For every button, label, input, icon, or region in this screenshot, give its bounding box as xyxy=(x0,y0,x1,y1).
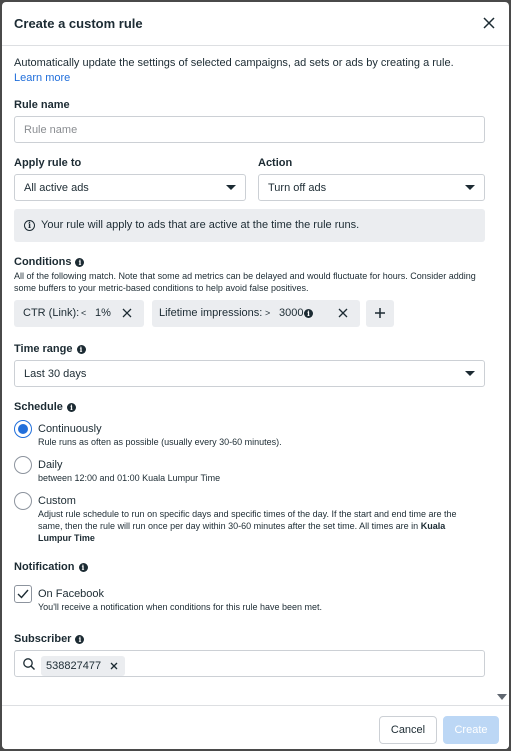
apply-rule-select[interactable] xyxy=(14,174,246,201)
intro-text xyxy=(14,56,480,86)
radio-daily[interactable] xyxy=(14,456,32,474)
rule-name-input[interactable] xyxy=(14,116,485,143)
info-icon[interactable]: i xyxy=(75,635,84,644)
search-icon xyxy=(22,657,36,671)
time-range-label-text: Time range xyxy=(14,343,73,355)
option-title-daily: Daily xyxy=(38,459,63,471)
close-icon[interactable] xyxy=(120,305,134,321)
option-desc-custom-text: Adjust rule schedule to run on specific days and specific times of the day. If the start and end time are the same, then the rule will run once per day within 30-60 minutes after the set time. All times are in xyxy=(38,509,457,531)
condition-chip-ctr[interactable] xyxy=(14,300,144,327)
dialog-body xyxy=(2,47,509,705)
rule-name-placeholder: Rule name xyxy=(24,124,78,136)
conditions-label xyxy=(14,256,84,268)
create-button[interactable]: Create xyxy=(443,716,499,744)
subscriber-token xyxy=(41,656,125,676)
chevron-down-icon xyxy=(465,371,475,376)
close-icon[interactable] xyxy=(109,661,119,671)
condition-value: 3000 xyxy=(279,307,304,319)
plus-icon xyxy=(374,307,386,319)
notification-label-text: Notification xyxy=(14,561,75,573)
info-icon[interactable]: i xyxy=(304,309,313,318)
time-range-label xyxy=(14,343,86,355)
info-notice xyxy=(14,209,485,242)
apply-rule-value: All active ads xyxy=(24,182,89,194)
subscriber-label xyxy=(14,633,84,645)
condition-chip-impressions[interactable] xyxy=(152,300,360,327)
subscriber-input[interactable] xyxy=(14,650,485,677)
time-range-value: Last 30 days xyxy=(24,368,87,380)
schedule-label xyxy=(14,401,76,413)
notification-checkbox[interactable] xyxy=(14,585,32,603)
apply-rule-label: Apply rule to xyxy=(14,157,82,169)
action-label: Action xyxy=(258,157,293,169)
radio-custom[interactable] xyxy=(14,492,32,510)
condition-metric: CTR (Link): xyxy=(23,307,80,319)
condition-metric: Lifetime impressions: xyxy=(159,307,263,319)
option-desc-daily: between 12:00 and 01:00 Kuala Lumpur Time xyxy=(38,473,221,483)
option-desc-custom xyxy=(38,508,478,544)
conditions-label-text: Conditions xyxy=(14,256,72,268)
intro-description: Automatically update the settings of selected campaigns, ad sets or ads by creating a rule. xyxy=(14,57,454,69)
create-rule-dialog xyxy=(2,2,509,749)
condition-operator: < xyxy=(81,308,87,318)
option-desc-custom-bold: Kuala Lumpur Time xyxy=(38,521,446,543)
time-range-select[interactable] xyxy=(14,360,485,387)
subscriber-label-text: Subscriber xyxy=(14,633,72,645)
notification-option-title: On Facebook xyxy=(38,588,105,600)
option-title-continuously: Continuously xyxy=(38,423,102,435)
learn-more-link[interactable]: Learn more xyxy=(14,72,71,84)
close-icon[interactable] xyxy=(481,15,497,31)
option-title-custom: Custom xyxy=(38,495,76,507)
action-value: Turn off ads xyxy=(268,182,327,194)
notice-text: Your rule will apply to ads that are active at the time the rule runs. xyxy=(41,219,360,231)
dialog-footer xyxy=(2,705,509,749)
scroll-down-icon[interactable] xyxy=(497,694,507,700)
rule-name-label: Rule name xyxy=(14,99,70,111)
dialog-header xyxy=(2,2,509,46)
chevron-down-icon xyxy=(465,185,475,190)
subscriber-token-text: 538827477 xyxy=(46,660,102,672)
add-condition-button[interactable] xyxy=(366,300,394,327)
chevron-down-icon xyxy=(226,185,236,190)
notification-option-desc: You'll receive a notification when conditions for this rule have been met. xyxy=(38,602,323,612)
check-icon xyxy=(15,586,31,602)
option-desc-continuously: Rule runs as often as possible (usually every 30-60 minutes). xyxy=(38,437,282,447)
radio-continuously[interactable] xyxy=(14,420,32,438)
dialog-title: Create a custom rule xyxy=(14,16,143,31)
conditions-description: All of the following match. Note that some ad metrics can be delayed and would fluctuate for hours. Consider adding some buffers to your metric-based conditions to help avoid false positives. xyxy=(14,271,476,293)
cancel-button[interactable]: Cancel xyxy=(379,716,437,744)
info-icon[interactable]: i xyxy=(77,345,86,354)
notification-label xyxy=(14,561,88,573)
schedule-label-text: Schedule xyxy=(14,401,63,413)
info-icon[interactable]: i xyxy=(75,258,84,267)
condition-operator: > xyxy=(265,308,271,318)
close-icon[interactable] xyxy=(336,305,350,321)
info-icon[interactable]: i xyxy=(79,563,88,572)
condition-value: 1% xyxy=(95,307,111,319)
action-select[interactable] xyxy=(258,174,485,201)
info-icon[interactable]: i xyxy=(67,403,76,412)
info-icon: i xyxy=(24,220,35,231)
